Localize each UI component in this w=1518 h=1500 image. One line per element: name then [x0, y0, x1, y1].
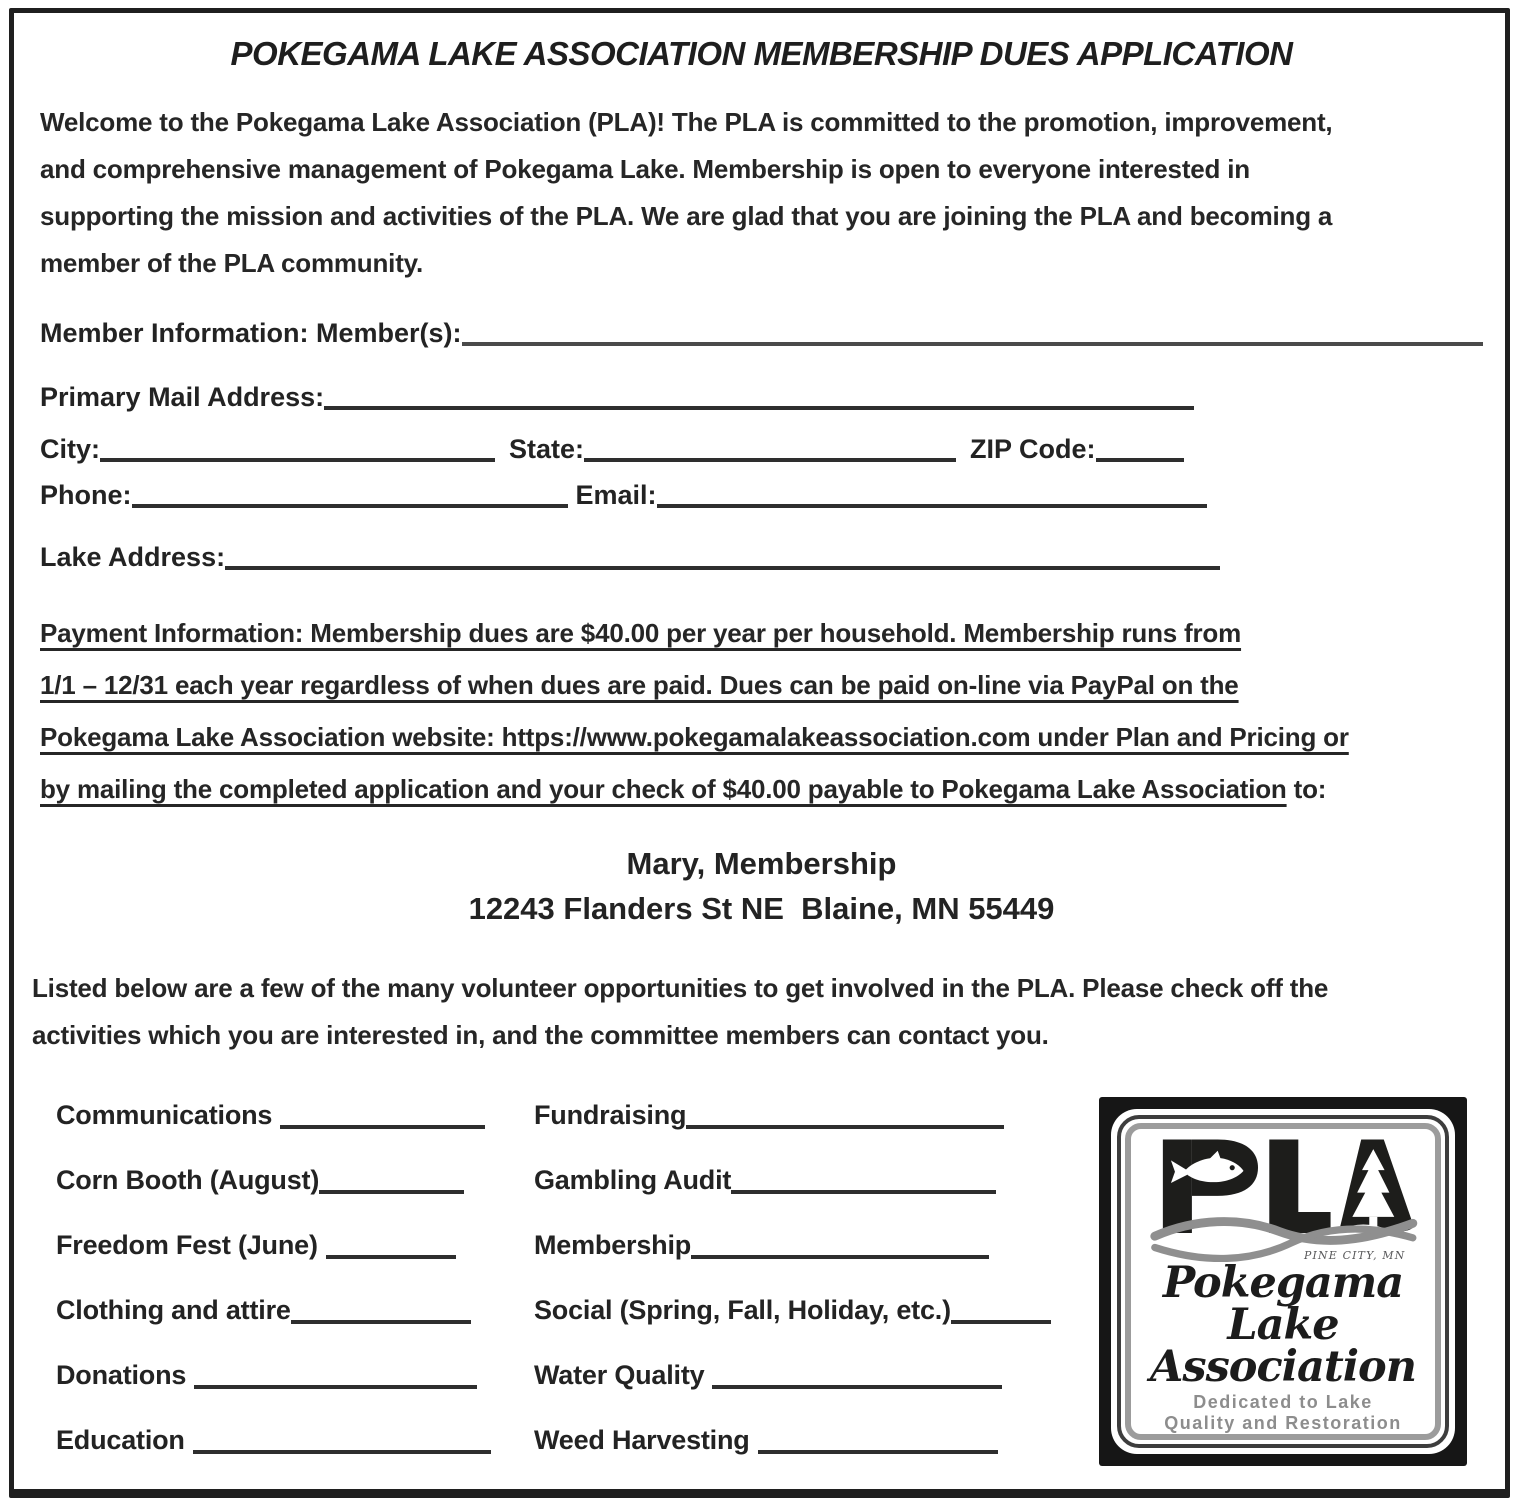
payment-line-underlined: by mailing the completed application and your check of $40.00 payable to Pokegama Lake Association: [40, 774, 1287, 804]
members-blank-line[interactable]: [462, 332, 1483, 346]
logo-name-line: Lake: [1227, 1300, 1339, 1350]
volunteer-blank-line[interactable]: [951, 1310, 1051, 1324]
volunteer-blank-line[interactable]: [193, 1440, 491, 1454]
pla-acronym-graphic: [1128, 1133, 1438, 1262]
volunteer-item-label: Fundraising: [534, 1100, 687, 1130]
volunteer-blank-line[interactable]: [731, 1180, 996, 1194]
payment-line: 1/1 – 12/31 each year regardless of when dues are paid. Dues can be paid on-line via PayPal on the: [40, 670, 1239, 700]
logo-name: [1150, 1258, 1416, 1392]
volunteer-intro-line: activities which you are interested in, and the committee members can contact you.: [32, 1020, 1049, 1050]
volunteer-blank-line[interactable]: [712, 1375, 1002, 1389]
phone-label: Phone:: [40, 480, 132, 510]
volunteer-item-corn-booth: [56, 1160, 534, 1200]
volunteer-item-label: Donations: [56, 1360, 187, 1390]
volunteer-section: [40, 1095, 1483, 1495]
lake-address-label: Lake Address:: [40, 542, 226, 572]
welcome-line: Welcome to the Pokegama Lake Association (PLA)! The PLA is committed to the promotion, improvement,: [40, 107, 1333, 137]
volunteer-item-label: Freedom Fest (June): [56, 1230, 318, 1260]
volunteer-blank-line[interactable]: [758, 1440, 998, 1454]
mailing-address-block: [40, 841, 1483, 931]
logo-name-line: Association: [1150, 1342, 1416, 1392]
volunteer-item-water-quality: [534, 1355, 1094, 1395]
volunteer-item-clothing: [56, 1290, 534, 1330]
payment-line: [40, 763, 1483, 815]
volunteer-intro: [32, 965, 1483, 1059]
volunteer-item-label: Corn Booth (August): [56, 1165, 320, 1195]
page-title: POKEGAMA LAKE ASSOCIATION MEMBERSHIP DUES APPLICATION: [230, 35, 1293, 72]
primary-address-label: Primary Mail Address:: [40, 382, 325, 412]
volunteer-column-right: [534, 1095, 1094, 1485]
state-label: State:: [509, 434, 585, 464]
volunteer-blank-line[interactable]: [691, 1245, 989, 1259]
letter-a: [1339, 1139, 1416, 1233]
volunteer-item-membership: [534, 1225, 1094, 1265]
volunteer-blank-line[interactable]: [326, 1245, 456, 1259]
payment-line: Payment Information: Membership dues are $40.00 per year per household. Membership runs from: [40, 618, 1242, 648]
city-state-zip-row: [40, 429, 1483, 469]
volunteer-item-label: Clothing and attire: [56, 1295, 291, 1325]
volunteer-blank-line[interactable]: [280, 1115, 485, 1129]
volunteer-item-gambling-audit: [534, 1160, 1094, 1200]
payment-paragraph: [40, 607, 1483, 815]
email-blank-line[interactable]: [657, 494, 1207, 508]
volunteer-item-social: [534, 1290, 1094, 1330]
volunteer-blank-line[interactable]: [291, 1310, 471, 1324]
volunteer-item-freedom-fest: [56, 1225, 534, 1265]
volunteer-item-label: Education: [56, 1425, 185, 1455]
volunteer-item-label: Communications: [56, 1100, 273, 1130]
volunteer-item-education: [56, 1420, 534, 1460]
volunteer-intro-line: Listed below are a few of the many volunteer opportunities to get involved in the PLA. Please check off the: [32, 973, 1329, 1003]
logo-tagline-line: Quality and Restoration: [1164, 1413, 1402, 1433]
members-label: Member Information: Member(s):: [40, 318, 462, 348]
welcome-line: and comprehensive management of Pokegama Lake. Membership is open to everyone interested in: [40, 154, 1250, 184]
lake-address-row: [40, 537, 1483, 577]
volunteer-item-label: Membership: [534, 1230, 692, 1260]
payment-line: Pokegama Lake Association website: https://www.pokegamalakeassociation.com under Plan and Pricing or: [40, 722, 1349, 752]
logo-location-text: PINE CITY, MN: [1304, 1248, 1406, 1262]
volunteer-item-label: Water Quality: [534, 1360, 705, 1390]
volunteer-column-left: [56, 1095, 534, 1485]
primary-address-blank-line[interactable]: [324, 396, 1194, 410]
volunteer-blank-line[interactable]: [319, 1180, 464, 1194]
mail-to-name: Mary, Membership: [626, 846, 897, 881]
volunteer-item-fundraising: [534, 1095, 1094, 1135]
zip-label: ZIP Code:: [970, 434, 1096, 464]
logo-tagline: [1164, 1392, 1402, 1434]
volunteer-item-label: Social (Spring, Fall, Holiday, etc.): [534, 1295, 951, 1325]
welcome-paragraph: [40, 99, 1483, 287]
email-label: Email:: [575, 480, 657, 510]
zip-blank-line[interactable]: [1096, 448, 1184, 462]
phone-blank-line[interactable]: [132, 494, 568, 508]
lake-address-blank-line[interactable]: [225, 556, 1220, 570]
volunteer-item-label: Gambling Audit: [534, 1165, 732, 1195]
state-blank-line[interactable]: [584, 448, 956, 462]
volunteer-item-donations: [56, 1355, 534, 1395]
payment-line-tail: to:: [1286, 774, 1327, 804]
primary-address-row: [40, 377, 1483, 417]
letter-l: [1269, 1139, 1330, 1233]
welcome-line: member of the PLA community.: [40, 248, 424, 278]
logo-name-line: Pokegama: [1162, 1258, 1404, 1308]
volunteer-item-communications: [56, 1095, 534, 1135]
volunteer-item-weed-harvesting: [534, 1420, 1094, 1460]
volunteer-blank-line[interactable]: [686, 1115, 1004, 1129]
logo-tagline-line: Dedicated to Lake: [1193, 1392, 1373, 1412]
member-info-row: [40, 313, 1483, 353]
application-form: [9, 8, 1510, 1498]
mail-to-address: 12243 Flanders St NE Blaine, MN 55449: [468, 891, 1055, 926]
volunteer-blank-line[interactable]: [194, 1375, 477, 1389]
phone-email-row: [40, 475, 1483, 515]
city-blank-line[interactable]: [100, 448, 495, 462]
welcome-line: supporting the mission and activities of the PLA. We are glad that you are joining the PLA and becoming a: [40, 201, 1333, 231]
city-label: City:: [40, 434, 100, 464]
volunteer-item-label: Weed Harvesting: [534, 1425, 750, 1455]
pla-logo: [1099, 1097, 1467, 1466]
